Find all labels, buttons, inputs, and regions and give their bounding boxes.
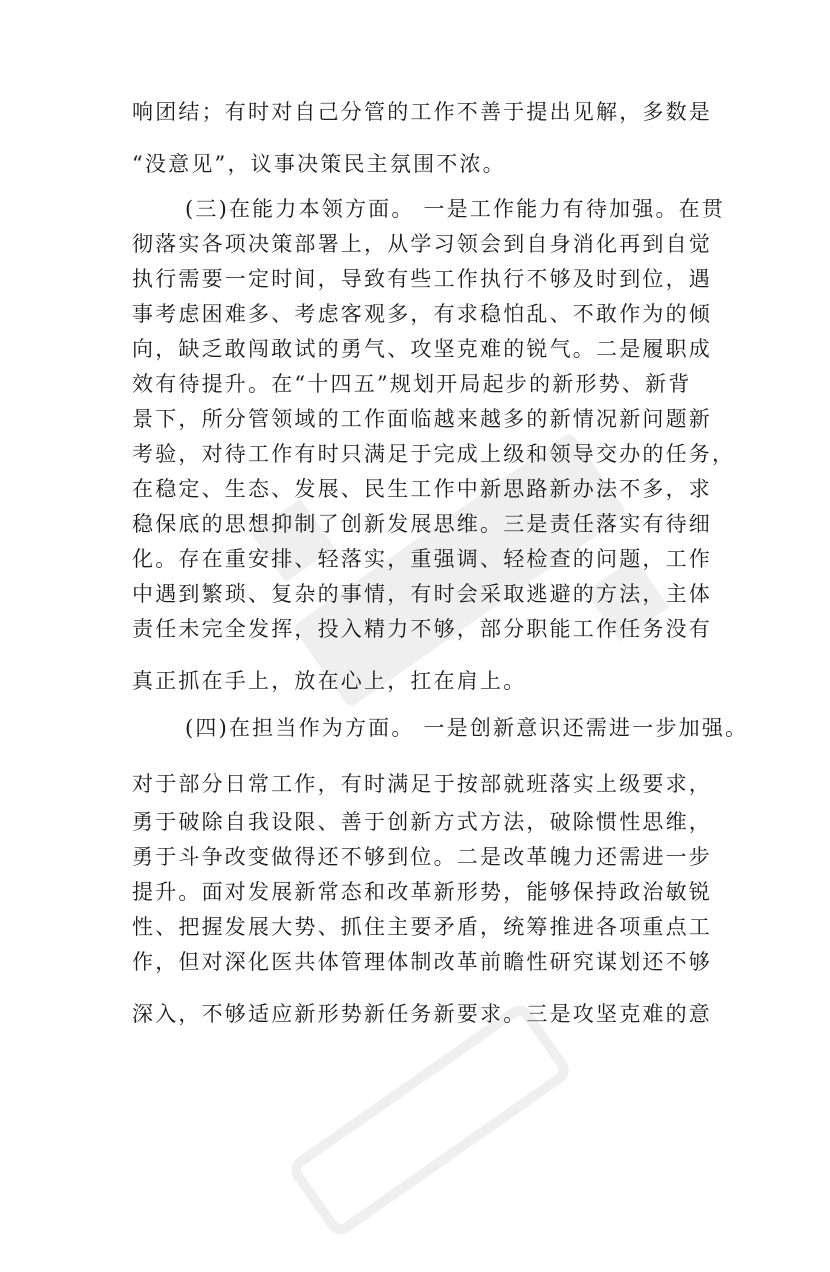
- text-line: 勇于破除自我设限、善于创新方式方法，破除惯性思维，: [132, 810, 712, 834]
- section-heading-line: (三)在能力本领方面。 一是工作能力有待加强。在贯: [185, 197, 726, 221]
- text-line: 作，但对深化医共体管理体制改革前瞻性研究谋划还不够: [132, 950, 712, 974]
- text-line: “没意见”，议事决策民主氛围不浓。: [132, 152, 506, 176]
- text-line: 彻落实各项决策部署上，从学习领会到自身消化再到自觉: [132, 232, 712, 256]
- text-line: 在稳定、生态、发展、民生工作中新思路新办法不多，求: [132, 477, 712, 501]
- text-line: 考验，对待工作有时只满足于完成上级和领导交办的任务，: [132, 442, 736, 466]
- text-line: 向，缺乏敢闯敢试的勇气、攻坚克难的锐气。二是履职成: [132, 337, 712, 361]
- text-line: 真正抓在手上，放在心上，扛在肩上。: [132, 669, 527, 693]
- text-line: 提升。面对发展新常态和改革新形势，能够保持政治敏锐: [132, 880, 712, 904]
- text-line: 执行需要一定时间，导致有些工作执行不够及时到位，遇: [132, 267, 712, 291]
- text-line: 性、把握发展大势、抓住主要矛盾，统筹推进各项重点工: [132, 915, 712, 939]
- section-heading-line: (四)在担当作为方面。 一是创新意识还需进一步加强。: [185, 716, 749, 740]
- text-line: 效有待提升。在“十四五”规划开局起步的新形势、新背: [132, 372, 692, 396]
- text-line: 稳保底的思想抑制了创新发展思维。三是责任落实有待细: [132, 512, 712, 536]
- text-line: 化。存在重安排、轻落实，重强调、轻检查的问题，工作: [132, 547, 712, 571]
- text-line: 响团结；有时对自己分管的工作不善于提出见解，多数是: [132, 100, 712, 124]
- text-line: 景下，所分管领域的工作面临越来越多的新情况新问题新: [132, 407, 712, 431]
- text-line: 对于部分日常工作，有时满足于按部就班落实上级要求，: [132, 772, 712, 796]
- text-line: 深入，不够适应新形势新任务新要求。三是攻坚克难的意: [132, 1002, 712, 1026]
- text-line: 责任未完全发挥，投入精力不够，部分职能工作任务没有: [132, 617, 712, 641]
- text-line: 勇于斗争改变做得还不够到位。二是改革魄力还需进一步: [132, 845, 712, 869]
- text-line: 中遇到繁琐、复杂的事情，有时会采取逃避的方法，主体: [132, 582, 712, 606]
- text-line: 事考虑困难多、考虑客观多，有求稳怕乱、不敢作为的倾: [132, 302, 712, 326]
